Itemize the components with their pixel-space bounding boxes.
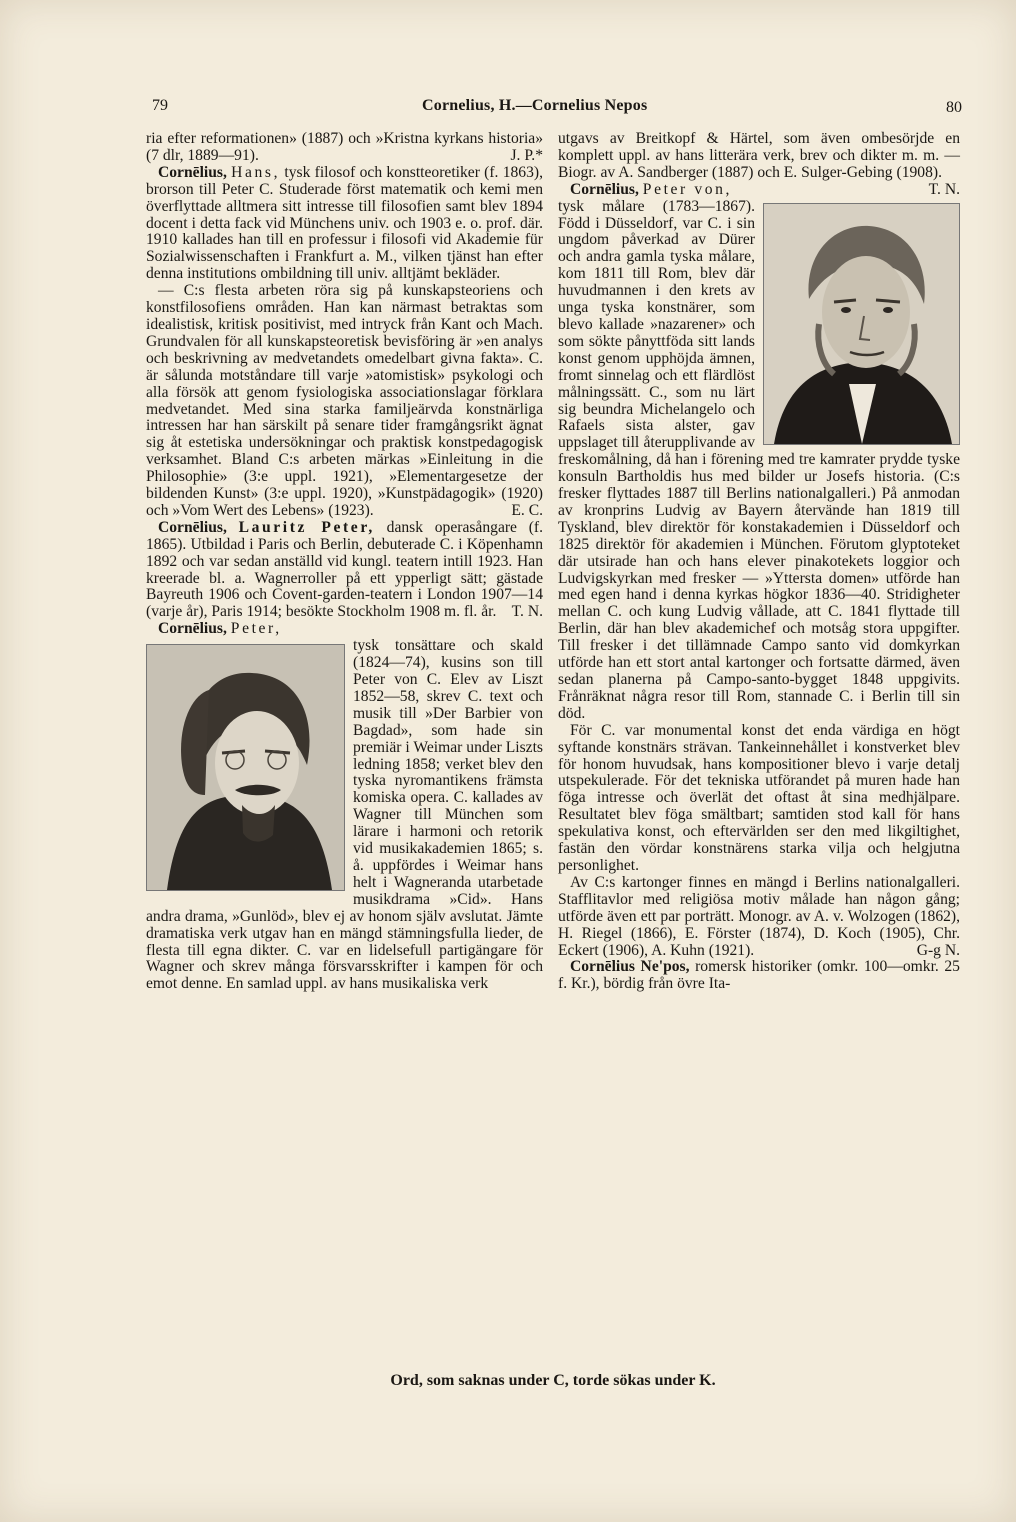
entry-peter <box>146 621 543 638</box>
headword: Cornēlius, <box>158 518 227 536</box>
author-signature: J. P.* <box>510 146 543 164</box>
portrait-peter-cornelius <box>146 644 345 891</box>
entry-peter-von-p2: För C. var monumental konst det enda värdiga en högt syftande konstnärs strävan. Tankeinnehållet i konstverket blev för honom huvudsak, hans kompositioner blevo i varje detalj utspekulerade. För det tekniska utförandet på muren hade han föga intresse och överlät det oftast åt sina medhjälpare. Resultatet blev föga smältbart; samtiden stod kall för hans spekulativa konst, och eftervärlden ser den med likgiltighet, fastän den vördar konstnärens starka vilja och helgjutna personlighet. <box>558 721 960 874</box>
running-title: Cornelius, H.—Cornelius Nepos <box>422 97 648 114</box>
author-signature: T. N. <box>928 180 960 198</box>
right-column <box>558 131 960 993</box>
page-number-left: 79 <box>152 97 168 114</box>
entry-lauritz <box>146 520 543 621</box>
headword: Cornēlius Ne'pos, <box>570 958 690 976</box>
entry-peter-text: tysk tonsättare och skald (1824—74), kusins son till Peter von C. Elev av Liszt 1852—58, skrev C. text och musik till »Der Barbier von Bagdad», som hade sin premiär i Weimar under Liszts ledning 1858; verket blev den tyska nyromantikens främsta komiska opera. C. kallades av Wagner till München som lärare i harmoni och retorik vid musikakademien 1865; s. å. uppfördes i Weimar hans helt i Wagneranda utarbetade musikdrama »Cid». Hans andra drama, »Gunlöd», blev ej av honom själv avslutat. Jämte dramatiska verk utgav han en mängd stämningsfulla lieder, de flesta till egna dikter. C. var en lidelsefull partigängare för Wagner och skrev många försvarsskrifter i kampen för och emot denne. En samlad uppl. av hans musikaliska verk <box>146 637 543 993</box>
author-signature: G-g N. <box>916 941 960 959</box>
author-signature: E. C. <box>511 501 543 519</box>
entry-text: romersk historiker (omkr. 100—omkr. 25 f. Kr.), bördig från övre Ita- <box>558 958 960 993</box>
page-number-right: 80 <box>946 99 962 116</box>
entry-text: tysk filosof och konstteoretiker (f. 1863), brorson till Peter C. Studerade först matematik och kemi men överflyttade alltmera sitt intresse till filosofien samt blev 1894 docent i detta fack vid Münchens univ. och 1903 e. o. prof. där. 1910 kallades han till en professur i filosofi vid Akademie für Sozialwissenschaften i Frankfurt a. M., vilken tjänst han efter denna institutions ombildning till univ. alltjämt bekläder. <box>146 163 543 283</box>
given-name: Peter, <box>230 620 282 638</box>
entry-hans-continued: — C:s flesta arbeten röra sig på kunskapsteoriens och konstfilosofiens områden. Han kan närmast betraktas som idealistisk, kritisk positivist, med intryck från Kant och Mach. Grundvalen för all kunskapsteoretisk bevisföring är »en analys och beskrivning av medvetandets omedelbart givna fakta». C. är sålunda motståndare till varje »atomistisk» psykologi och alla försök att genom fysiologiska associationslagar förklara medvetandet. Med sina starka familjeärvda konstnärliga intressen har han särskilt på senare tider framgångsrikt ägnat sig åt estetiska undersökningar och praktisk konstpedagogisk verksamhet. Bland C:s arbeten märkas »Einleitung in die Philosophie» (3:e uppl. 1921), »Elementargesetze der bildenden Kunst» (3:e uppl. 1920), »Kunstpädagogik» (1920) och »Vom Wert des Lebens» (1923). E. C. <box>146 282 543 519</box>
left-column <box>146 131 543 993</box>
entry-peter-von <box>558 182 960 199</box>
entry-text: dansk operasångare (f. 1865). Utbildad i Paris och Berlin, debuterade C. i Köpenhamn 1892 och var sedan anställd vid kungl. teatern intill 1923. Han kreerade bl. a. Wagnerroller på ett ypperligt sätt; gästade Bayreuth 1906 och Covent-garden-teatern i London 1907—14 (varje år), Paris 1914; besökte Stockholm 1908 m. fl. år. <box>146 518 543 621</box>
headword: Cornēlius, <box>158 620 227 638</box>
footer-note: Ord, som saknas under C, torde sökas under K. <box>390 1372 716 1389</box>
given-name: Peter von, <box>642 180 733 198</box>
page-header <box>152 97 962 121</box>
author-signature: T. N. <box>511 603 543 621</box>
entry-nepos <box>558 959 960 993</box>
entry-hans <box>146 165 543 283</box>
given-name: Hans, <box>231 163 281 181</box>
given-name: Lauritz Peter, <box>238 518 375 536</box>
headword: Cornēlius, <box>158 163 227 181</box>
entry-peter-von-p3: Av C:s kartonger finnes en mängd i Berlins nationalgalleri. Stafflitavlor med religiösa motiv målade han någon gång; utförde även ett par porträtt. Monogr. av A. v. Wolzogen (1862), H. Riegel (1866), E. Förster (1874), D. Koch (1905), Chr. Eckert (1906), A. Kuhn (1921). G-g N. <box>558 873 960 959</box>
entry-continuation: utgavs av Breitkopf & Härtel, som även ombesörjde en komplett uppl. av hans litterära verk, brev och dikter m. m. — Biogr. av A. Sandberger (1887) och E. Sulger-Gebing (1908). T. N. <box>558 130 960 198</box>
headword: Cornēlius, <box>570 180 639 198</box>
portrait-peter-von-cornelius <box>763 203 960 445</box>
entry-continuation: ria efter reformationen» (1887) och »Kristna kyrkans historia» (7 dlr, 1889—91). J. P.* <box>146 130 543 164</box>
entry-peter-von-text: tysk målare (1783—1867). Född i Düsseldorf, var C. i sin ungdom påverkad av Dürer och andra gamla tyska målare, kom 1811 till Rom, blev där huvudmannen i den krets av unga tyska konstnärer, som blevo kallade »nazarener» och som sökte pånyttföda sitt lands konst genom upphöjda ämnen, fromt sinnelag och ett flärdlöst målningssätt. C., som nu lärt sig beundra Michelangelo och Rafaels sista alster, gav uppslaget till återupplivande av freskomålning, då han i förening med tre kamrater prydde tyske konsuln Bartholdis hus med bilder ur Josefs historia. (C:s fresker flyttades 1887 till Berlins nationalgalleri.) På anmodan av kronprins Ludvig av Bayern återvände han 1819 till Tyskland, blev direktör för konstakademien i Düsseldorf och 1825 direktör för akademien i München. Förutom glyptoteket där utsirade han och hans elever pinakotekets loggior och Ludvigskyrkan med fresker — »Yttersta domen» utförde han med egen hand i denna kyrkas högkor 1836—40. Stridigheter mellan C. och kung Ludvig vållade, att C. 1841 flyttade till Berlin, där han blev akademichef och motsåg stora uppgifter. Till fresker i det tillämnade Campo santo vid domkyrkan utförde han ett stort antal kartonger och fortsatte därmed, även sedan planerna på Campo-santo-bygget 1848 uppgivits. Frånräknat några resor till Rom, stannade C. i Berlin till sin död. <box>558 197 960 722</box>
